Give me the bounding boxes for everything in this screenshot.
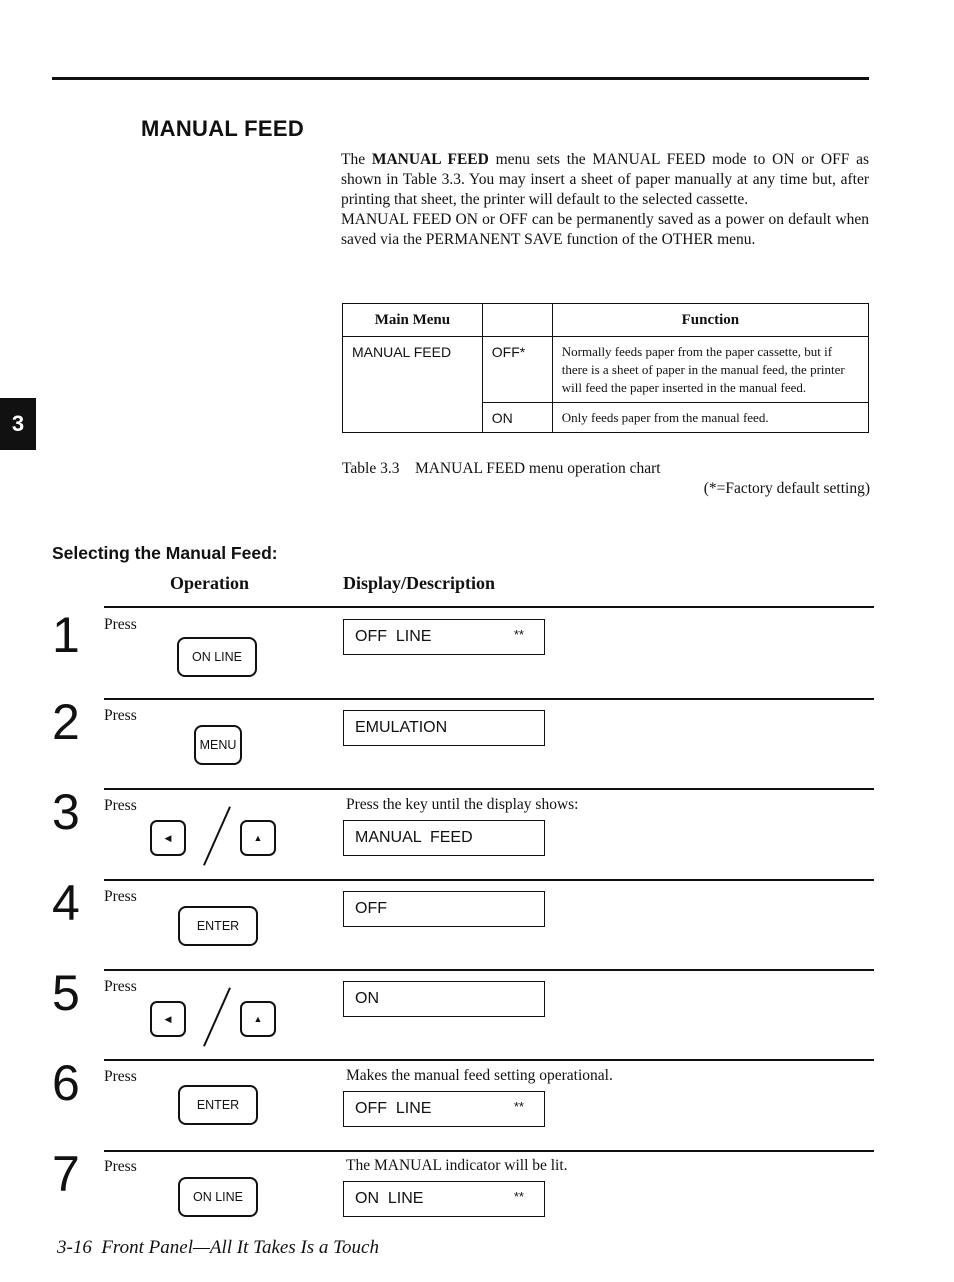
menu-name-bold: MANUAL FEED [371, 151, 489, 168]
enter-key-icon: ENTER [178, 906, 258, 946]
column-display-header: Display/Description [343, 573, 496, 593]
left-arrow-key-icon: ◀ [150, 820, 186, 856]
cell-main-menu: MANUAL FEED [343, 337, 483, 433]
press-label: Press [104, 616, 137, 633]
step-rule [104, 606, 874, 608]
lcd-stars: ** [513, 1099, 524, 1114]
table-row [343, 337, 869, 403]
step-rule [104, 1150, 874, 1152]
left-arrow-key-icon: ◀ [150, 1001, 186, 1037]
lcd-display: OFF LINE ** [343, 1091, 545, 1127]
lcd-stars: ** [513, 627, 524, 642]
lcd-display: EMULATION [343, 710, 545, 746]
online-key-icon: ON LINE [178, 1177, 258, 1217]
cell-setting-on: ON [482, 403, 552, 433]
lcd-display: MANUAL FEED [343, 820, 545, 856]
menu-key-icon: MENU [194, 725, 242, 765]
lcd-display: OFF [343, 891, 545, 927]
section-title: MANUAL FEED [141, 116, 305, 141]
header-main-menu: Main Menu [343, 304, 483, 337]
step-number: 4 [52, 875, 80, 931]
lcd-display: OFF LINE ** [343, 619, 545, 655]
cell-function-off: Normally feeds paper from the paper cassette, but if there is a sheet of paper in the manual feed, the printer will feed the paper inserted in the manual feed. [552, 337, 868, 403]
step-rule [104, 1059, 874, 1061]
up-arrow-key-icon: ▲ [240, 1001, 276, 1037]
table-caption [342, 459, 870, 499]
press-label: Press [104, 978, 137, 995]
top-rule [52, 77, 869, 80]
caption-text: Table 3.3 MANUAL FEED menu operation chart [342, 460, 661, 477]
step-number: 5 [52, 965, 80, 1021]
chapter-tab: 3 [0, 398, 36, 450]
manual-feed-menu-table [342, 303, 869, 433]
step-description: Press the key until the display shows: [346, 796, 579, 813]
step-rule [104, 879, 874, 881]
lcd-display: ON LINE ** [343, 1181, 545, 1217]
press-label: Press [104, 888, 137, 905]
press-label: Press [104, 797, 137, 814]
press-label: Press [104, 1068, 137, 1085]
intro-paragraph-2: MANUAL FEED ON or OFF can be permanently saved as a power on default when saved via the PERMANENT SAVE function of the OTHER menu. [341, 211, 869, 248]
step-rule [104, 698, 874, 700]
intro-text [341, 150, 869, 250]
slash-divider [203, 987, 231, 1046]
cell-setting-off: OFF* [482, 337, 552, 403]
step-number: 1 [52, 607, 80, 663]
intro-paragraph-1: The MANUAL FEED menu sets the MANUAL FEED mode to ON or OFF as shown in Table 3.3. You may insert a sheet of paper manually at any time but, after printing that sheet, the printer will default to the selected cassette. [341, 151, 869, 208]
header-setting [482, 304, 552, 337]
step-rule [104, 788, 874, 790]
caption-note: (*=Factory default setting) [703, 480, 870, 497]
press-label: Press [104, 707, 137, 724]
step-number: 2 [52, 694, 80, 750]
procedure-title: Selecting the Manual Feed: [52, 543, 278, 563]
lcd-stars: ** [513, 1189, 524, 1204]
step-number: 7 [52, 1146, 80, 1202]
step-rule [104, 969, 874, 971]
page-footer: 3-16 Front Panel—All It Takes Is a Touch [57, 1237, 379, 1258]
header-function: Function [552, 304, 868, 337]
up-arrow-key-icon: ▲ [240, 820, 276, 856]
step-number: 6 [52, 1055, 80, 1111]
column-operation-header: Operation [170, 573, 249, 593]
lcd-display: ON [343, 981, 545, 1017]
step-description: Makes the manual feed setting operational. [346, 1067, 613, 1084]
online-key-icon: ON LINE [177, 637, 257, 677]
table-header-row [343, 304, 869, 337]
enter-key-icon: ENTER [178, 1085, 258, 1125]
cell-function-on: Only feeds paper from the manual feed. [552, 403, 868, 433]
step-description: The MANUAL indicator will be lit. [346, 1157, 568, 1174]
press-label: Press [104, 1158, 137, 1175]
slash-divider [203, 806, 231, 865]
step-number: 3 [52, 784, 80, 840]
